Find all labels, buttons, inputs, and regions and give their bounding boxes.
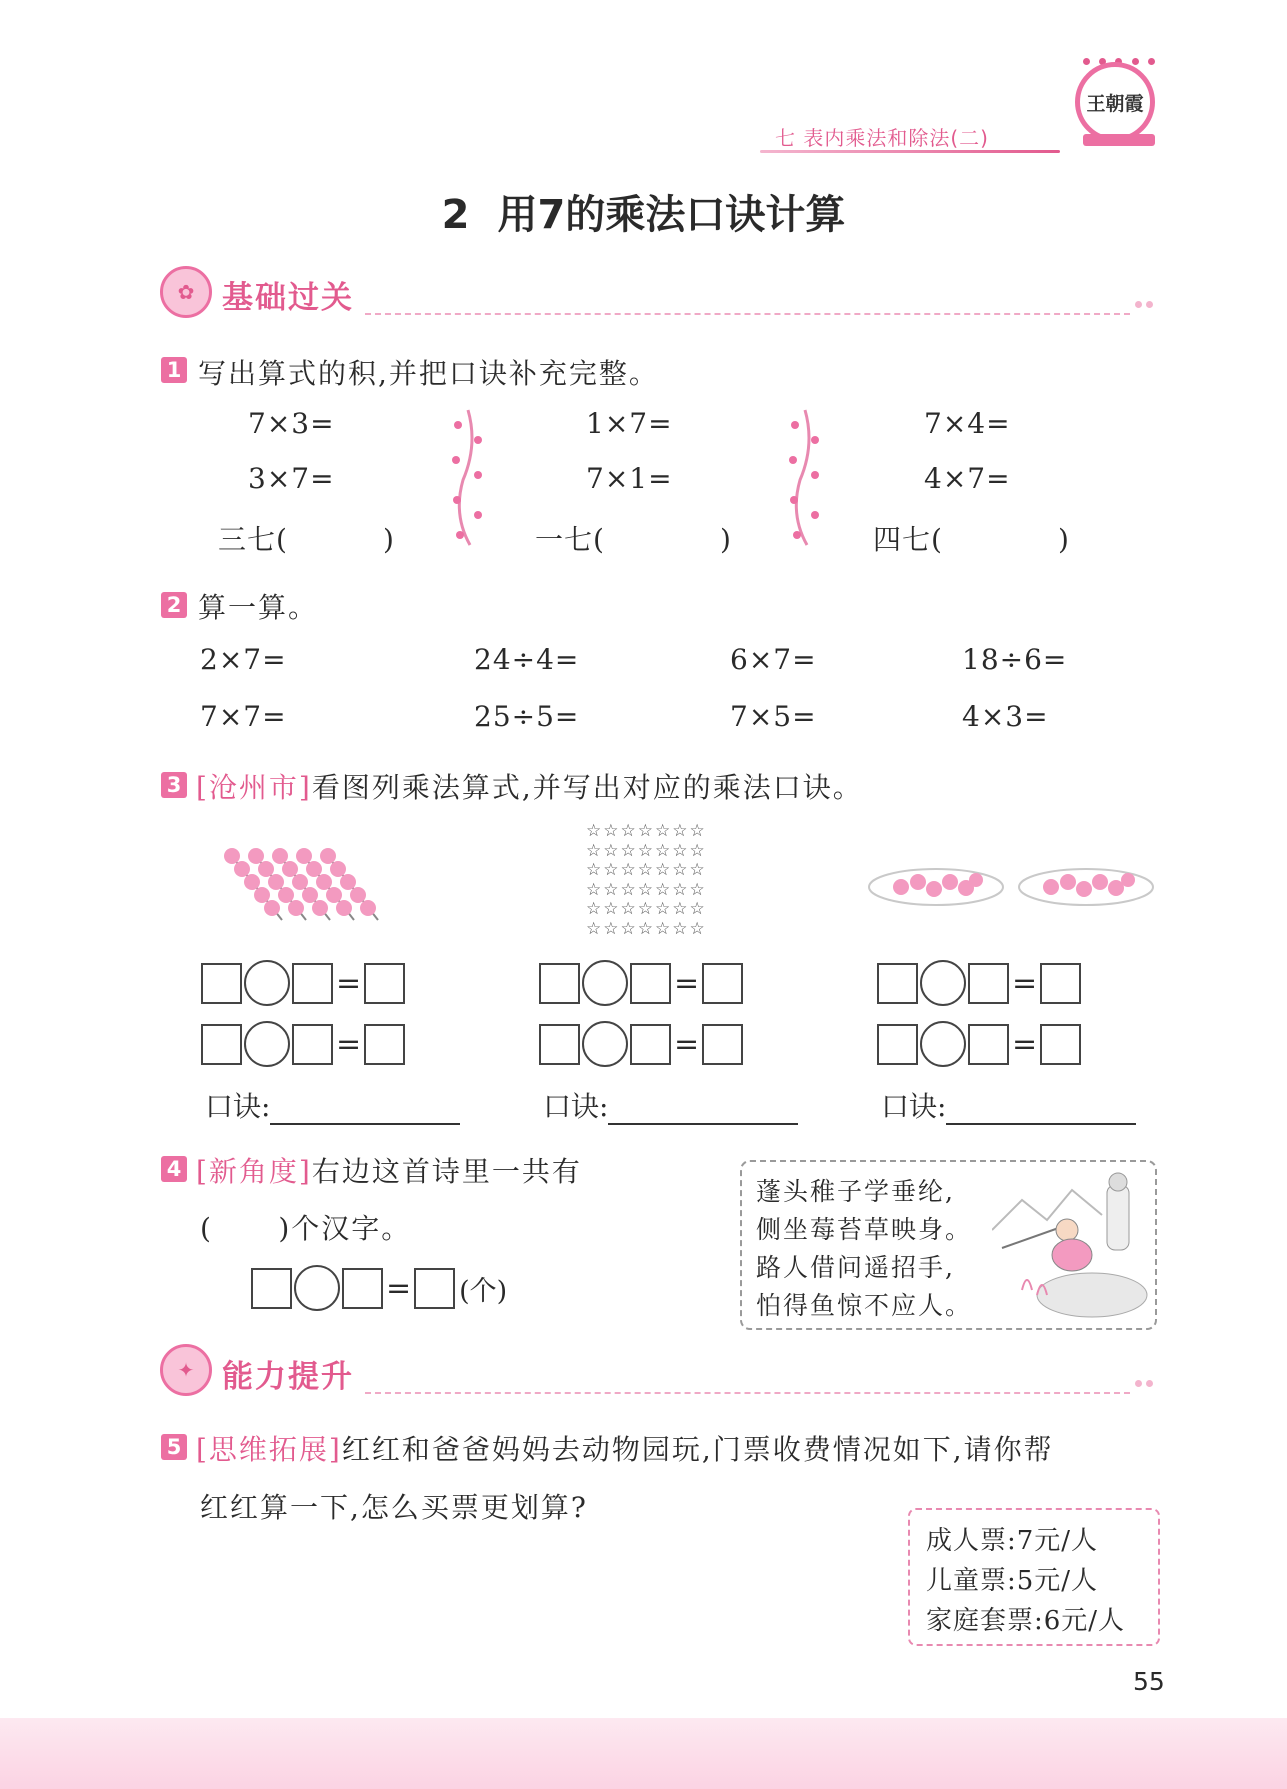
star-row: ☆☆☆☆☆☆☆ [586, 918, 707, 939]
question-number: 3 [161, 772, 187, 798]
girl-mascot-icon: ✿ [160, 266, 212, 318]
brand-badge [1075, 62, 1155, 142]
q1-koujue [873, 518, 1070, 558]
section-divider [365, 1392, 1130, 1394]
ticket-price: 儿童票:5元/人 [926, 1566, 1099, 1596]
poem-line: 蓬头稚子学垂纶, [756, 1177, 955, 1206]
koujue-label: 口诀: [543, 1090, 609, 1123]
koujue-row [205, 1085, 460, 1125]
question-number: 4 [161, 1156, 187, 1182]
operator-circle[interactable] [244, 960, 290, 1006]
koujue-blank[interactable] [608, 1090, 798, 1125]
q2-eq: 25÷5= [474, 700, 580, 733]
koujue-label: 口诀: [205, 1090, 271, 1123]
lesson-title: 用7的乘法口诀计算 [497, 192, 846, 238]
answer-box[interactable] [630, 963, 671, 1004]
koujue-label: 口诀: [881, 1090, 947, 1123]
section-divider [365, 313, 1130, 315]
answer-box[interactable] [201, 1024, 242, 1065]
answer-equation: = [539, 960, 743, 1006]
q3-tag: [沧州市] [196, 771, 312, 804]
answer-box[interactable] [877, 963, 918, 1004]
dumpling-plates-image [866, 862, 1156, 912]
section-title-basic: 基础过关 [222, 280, 354, 316]
q1-koujue [218, 518, 395, 558]
answer-box[interactable] [414, 1268, 455, 1309]
operator-circle[interactable] [920, 1021, 966, 1067]
heart-vine-icon [448, 405, 488, 550]
boy-mascot-icon: ✦ [160, 1344, 212, 1396]
question-number: 1 [161, 357, 187, 383]
poem-box [740, 1160, 1157, 1330]
question-number: 5 [161, 1434, 187, 1460]
ticket-price: 成人票:7元/人 [926, 1526, 1099, 1556]
star-row: ☆☆☆☆☆☆☆ [586, 860, 707, 880]
koujue-row [543, 1085, 798, 1125]
section-dots [1135, 1380, 1153, 1387]
answer-box[interactable] [702, 963, 743, 1004]
brand-badge-text: 王朝霞 [1086, 92, 1144, 115]
q5-tag: [思维拓展] [196, 1433, 342, 1466]
q3-prompt: 看图列乘法算式,并写出对应的乘法口诀。 [311, 771, 863, 804]
q2-eq: 7×7= [200, 700, 287, 733]
q5-text [196, 1428, 1054, 1468]
lesson-number: 2 [441, 192, 470, 238]
q4-blank[interactable]: ( )个汉字。 [200, 1212, 412, 1245]
answer-box[interactable] [539, 1024, 580, 1065]
section-title-advanced: 能力提升 [222, 1359, 354, 1395]
q1-eq: 1×7= [586, 407, 673, 440]
badge-ribbon [1083, 134, 1155, 146]
q5-prompt-2: 红红算一下,怎么买票更划算? [200, 1491, 588, 1524]
q2-eq: 18÷6= [962, 643, 1068, 676]
poem-line: 路人借问遥招手, [756, 1253, 955, 1282]
answer-equation: = [539, 1021, 743, 1067]
answer-box[interactable] [364, 963, 405, 1004]
q1-prompt: 写出算式的积,并把口诀补充完整。 [198, 357, 659, 390]
q2-eq: 6×7= [730, 643, 817, 676]
q1-koujue [535, 518, 732, 558]
ticket-price: 家庭套票:6元/人 [926, 1606, 1126, 1636]
q1-eq: 7×3= [248, 407, 335, 440]
ticket-price-box [908, 1508, 1160, 1646]
operator-circle[interactable] [582, 1021, 628, 1067]
answer-box[interactable] [877, 1024, 918, 1065]
chapter-underline [760, 150, 1060, 153]
q2-eq: 24÷4= [474, 643, 580, 676]
operator-circle[interactable] [244, 1021, 290, 1067]
answer-equation: = (个) [251, 1265, 510, 1311]
koujue-suffix: ) [1057, 523, 1070, 556]
star-row: ☆☆☆☆☆☆☆ [586, 821, 707, 841]
q2-eq: 2×7= [200, 643, 287, 676]
operator-circle[interactable] [294, 1265, 340, 1311]
operator-circle[interactable] [920, 960, 966, 1006]
q2-eq: 4×3= [962, 700, 1049, 733]
q4-prompt: 右边这首诗里一共有 [311, 1155, 582, 1188]
star-row: ☆☆☆☆☆☆☆ [586, 899, 707, 919]
candied-haws-skewers-image [222, 840, 402, 940]
star-row: ☆☆☆☆☆☆☆ [586, 840, 707, 861]
answer-box[interactable] [292, 1024, 333, 1065]
q2-prompt: 算一算。 [198, 591, 319, 624]
koujue-suffix: ) [382, 523, 395, 556]
star-row: ☆☆☆☆☆☆☆ [586, 879, 707, 900]
answer-box[interactable] [1040, 1024, 1081, 1065]
q4-tag: [新角度] [196, 1155, 312, 1188]
koujue-suffix: ) [719, 523, 732, 556]
star-grid-image [586, 822, 726, 939]
koujue-prefix: 四七( [873, 523, 943, 556]
q3-text [196, 766, 863, 806]
koujue-blank[interactable] [946, 1090, 1136, 1125]
koujue-blank[interactable] [270, 1090, 460, 1125]
section-dots [1135, 301, 1153, 308]
answer-box[interactable] [702, 1024, 743, 1065]
answer-equation: = [877, 1021, 1081, 1067]
answer-box[interactable] [342, 1268, 383, 1309]
q1-eq: 4×7= [924, 462, 1011, 495]
answer-box[interactable] [251, 1268, 292, 1309]
unit-label: (个) [459, 1275, 508, 1307]
q5-prompt-1: 红红和爸爸妈妈去动物园玩,门票收费情况如下,请你帮 [341, 1433, 1054, 1466]
q4-text [196, 1150, 582, 1190]
poem-line: 侧坐莓苔草映身。 [756, 1215, 973, 1244]
q1-eq: 7×1= [586, 462, 673, 495]
chapter-title: 七 表内乘法和除法(二) [775, 126, 989, 150]
answer-equation: = [201, 1021, 405, 1067]
q1-eq: 7×4= [924, 407, 1011, 440]
answer-box[interactable] [630, 1024, 671, 1065]
answer-box[interactable] [292, 963, 333, 1004]
answer-box[interactable] [201, 963, 242, 1004]
answer-box[interactable] [539, 963, 580, 1004]
koujue-row [881, 1085, 1136, 1125]
poem-line: 怕得鱼惊不应人。 [756, 1291, 973, 1320]
answer-box[interactable] [1040, 963, 1081, 1004]
koujue-prefix: 三七( [218, 523, 288, 556]
answer-box[interactable] [968, 963, 1009, 1004]
q2-eq: 7×5= [730, 700, 817, 733]
page-title [0, 183, 1287, 240]
footer-band [0, 1718, 1287, 1789]
operator-circle[interactable] [582, 960, 628, 1006]
answer-equation: = [877, 960, 1081, 1006]
fishing-child-illustration [992, 1170, 1152, 1320]
heart-vine-icon [785, 405, 825, 550]
answer-box[interactable] [364, 1024, 405, 1065]
answer-equation: = [201, 960, 405, 1006]
page-number: 55 [1133, 1667, 1165, 1696]
question-number: 2 [161, 592, 187, 618]
q1-eq: 3×7= [248, 462, 335, 495]
koujue-prefix: 一七( [535, 523, 605, 556]
answer-box[interactable] [968, 1024, 1009, 1065]
